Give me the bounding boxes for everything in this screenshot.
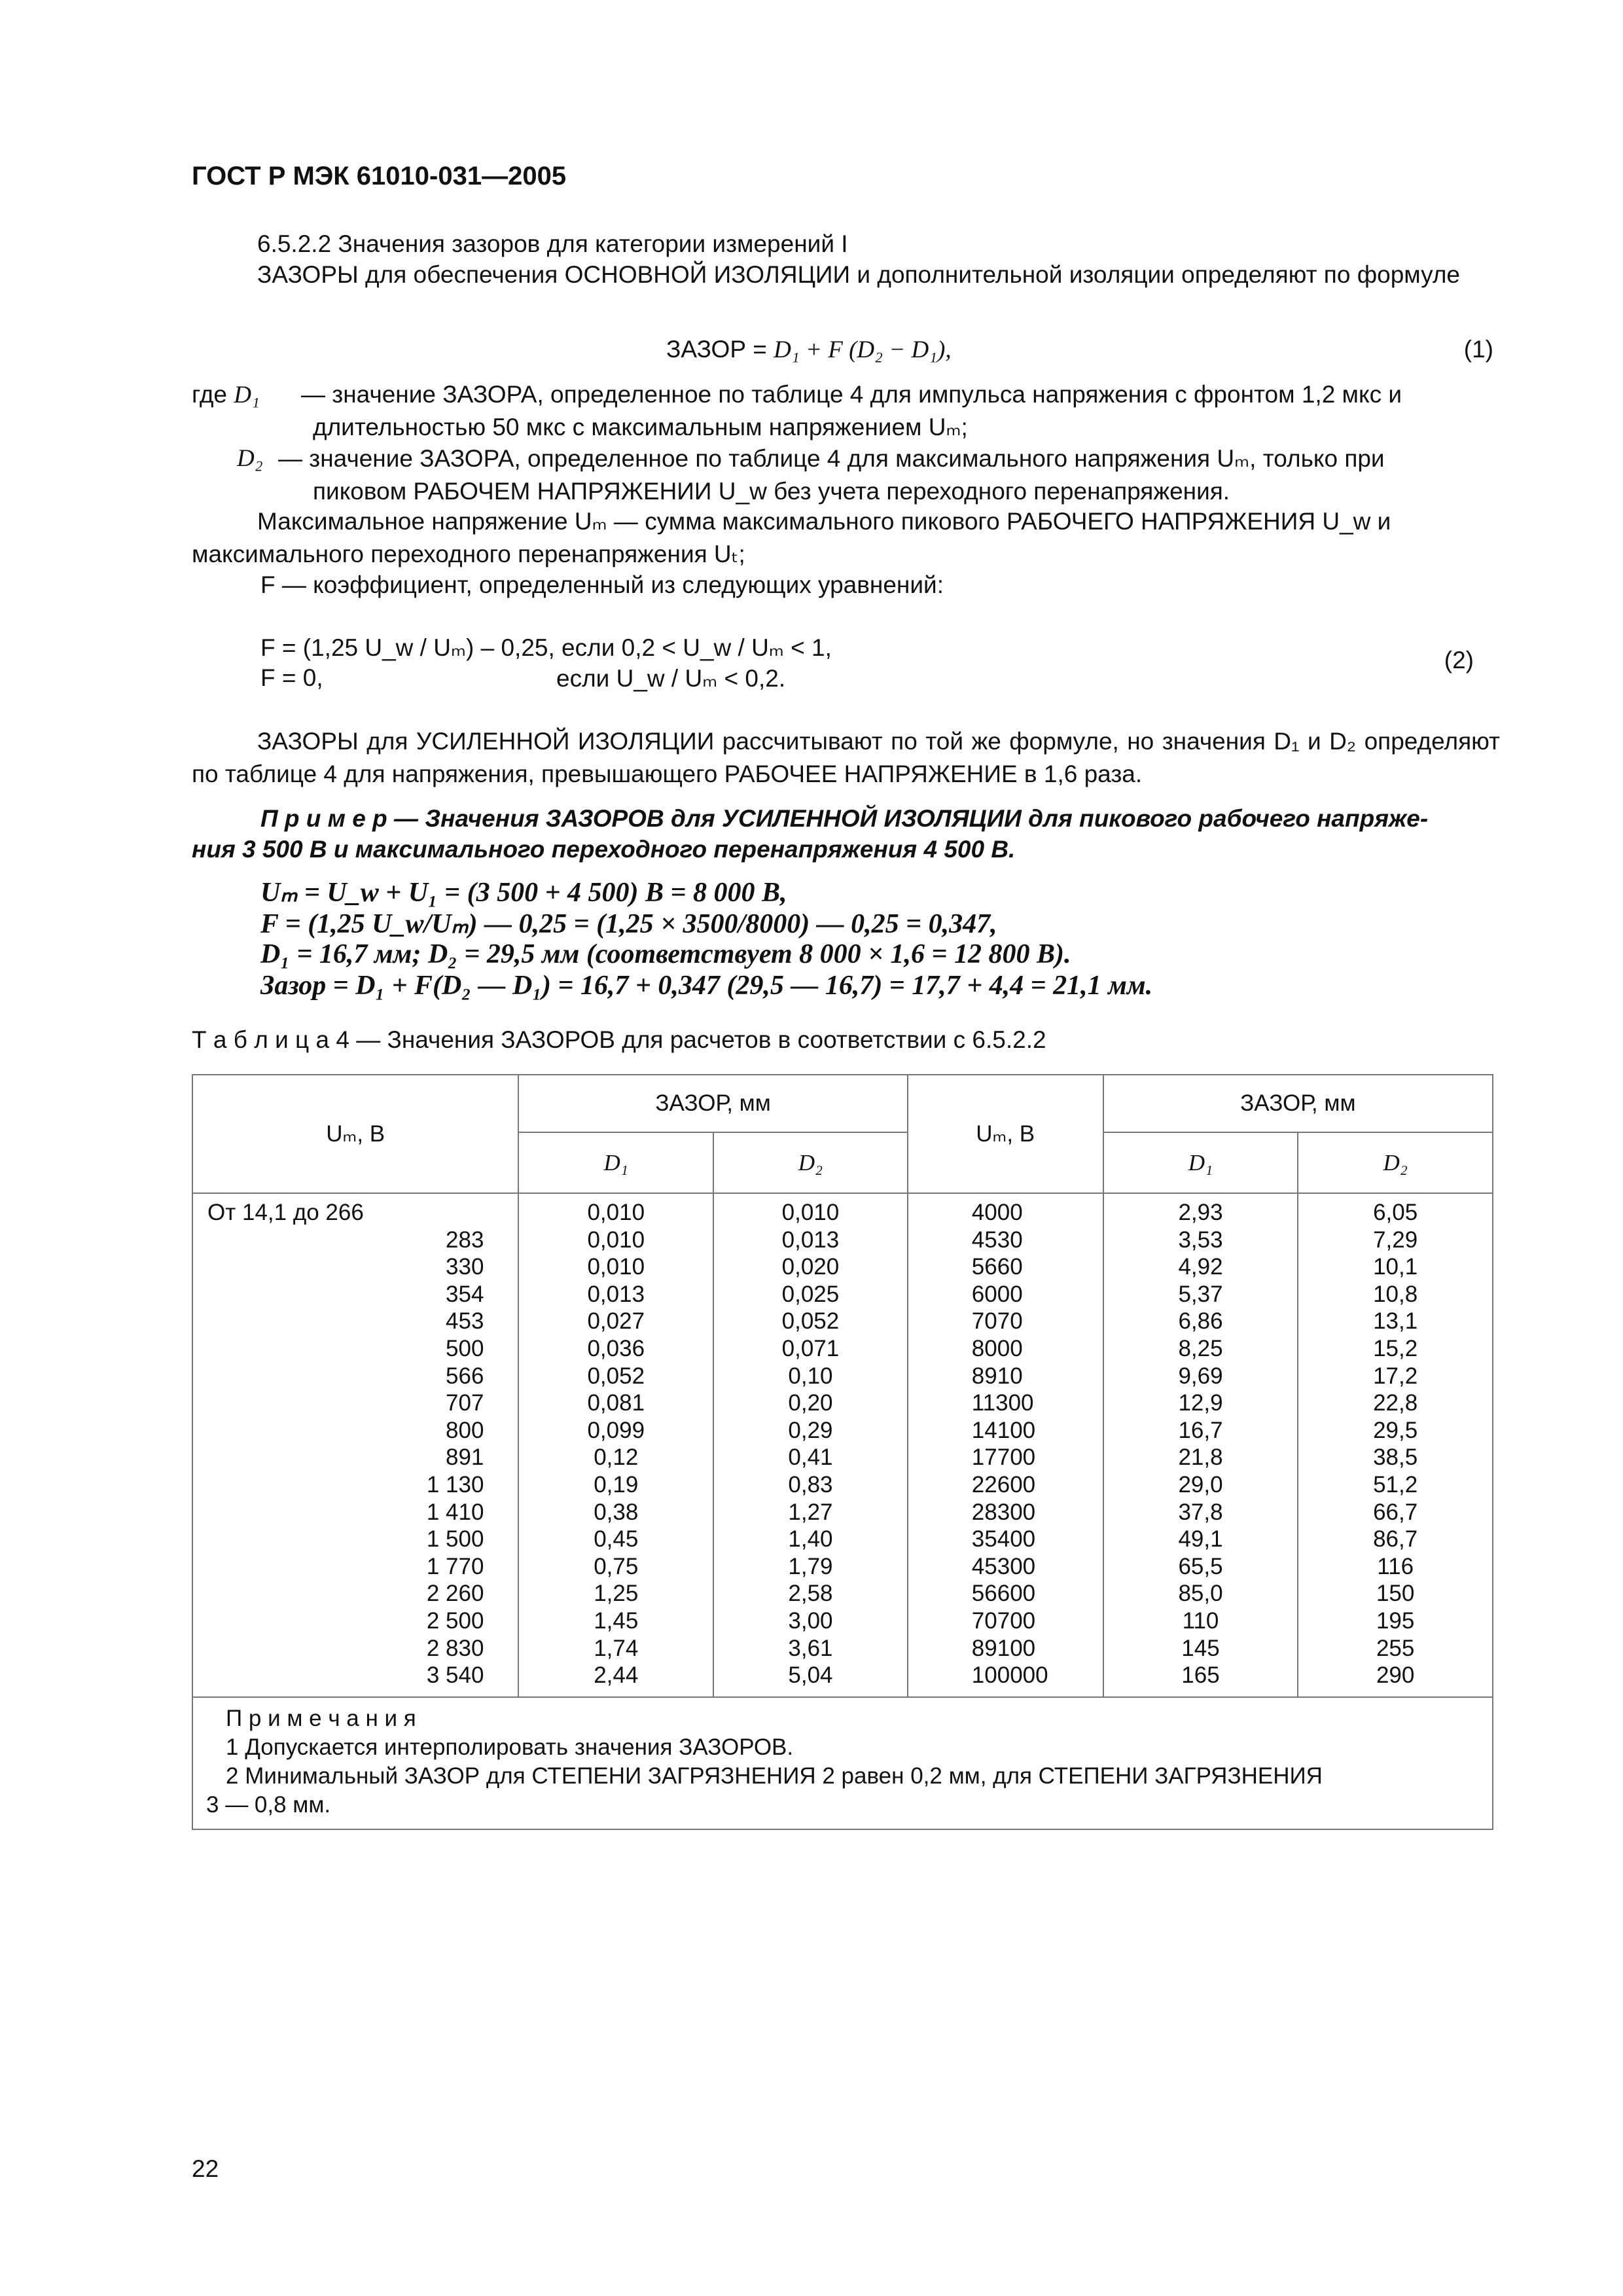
calc-line3: D₁ = 16,7 мм; D₂ = 29,5 мм (соответствует 8 000 × 1,6 = 12 800 В). <box>260 939 1071 969</box>
table-cell: 4,92 <box>1178 1254 1223 1280</box>
document-header: ГОСТ Р МЭК 61010-031—2005 <box>192 162 567 190</box>
example-line1: П р и м е р — Значения ЗАЗОРОВ для УСИЛЕННОЙ ИЗОЛЯЦИИ для пикового рабочего напряже- <box>260 805 1429 832</box>
table-notes <box>192 1697 1493 1829</box>
notes-title: П р и м е ч а н и я <box>226 1706 416 1731</box>
table-cell: 1,79 <box>788 1553 833 1579</box>
table-cell: 0,027 <box>587 1308 645 1335</box>
d1-definition-line1: — значение ЗАЗОРА, определенное по таблице 4 для импульса напряжения с фронтом 1,2 мкс и <box>301 381 1402 408</box>
table-cell: 10,1 <box>1373 1254 1418 1280</box>
table-cell: 0,052 <box>781 1308 840 1335</box>
table-cell: 100000 <box>971 1662 1048 1689</box>
max-voltage-line2: максимального переходного перенапряжения Uₜ; <box>192 541 745 567</box>
table-cell: 35400 <box>971 1526 1036 1552</box>
table-cell: 9,69 <box>1178 1363 1223 1389</box>
d2-header-right: D₂ <box>1298 1132 1493 1193</box>
intro-paragraph: ЗАЗОРЫ для обеспечения ОСНОВНОЙ ИЗОЛЯЦИИ и дополнительной изоляции определяют по формуле <box>257 261 1461 288</box>
table-cell: 0,010 <box>781 1200 840 1225</box>
table-cell: 1 500 <box>426 1526 484 1552</box>
formula-1-lhs: ЗАЗОР = <box>666 336 774 363</box>
table-cell: 65,5 <box>1178 1553 1223 1579</box>
table-cell: 2,44 <box>594 1662 639 1689</box>
table-cell: 145 <box>1181 1635 1220 1661</box>
table-cell: 0,010 <box>587 1200 645 1225</box>
formula-1-rhs: D₁ + F (D₂ − D₁), <box>774 336 952 363</box>
table-cell: 8,25 <box>1178 1335 1223 1361</box>
table-cell: 0,29 <box>788 1417 833 1443</box>
table-cell: 13,1 <box>1373 1308 1418 1335</box>
d2-header-left: D₂ <box>713 1132 908 1193</box>
table-cell: 66,7 <box>1373 1499 1418 1525</box>
table-cell: 45300 <box>971 1553 1036 1579</box>
table-cell: 0,10 <box>788 1363 833 1389</box>
table-caption: Т а б л и ц а 4 — Значения ЗАЗОРОВ для расчетов в соответствии с 6.5.2.2 <box>192 1026 1046 1053</box>
table-cell: 70700 <box>971 1607 1036 1634</box>
table-cell: 5660 <box>971 1254 1023 1280</box>
note-2-line2: 3 — 0,8 мм. <box>206 1792 331 1818</box>
note-2-line1: 2 Минимальный ЗАЗОР для СТЕПЕНИ ЗАГРЯЗНЕНИЯ 2 равен 0,2 мм, для СТЕПЕНИ ЗАГРЯЗНЕНИЯ <box>226 1763 1323 1789</box>
reinforced-insulation-paragraph: ЗАЗОРЫ для УСИЛЕННОЙ ИЗОЛЯЦИИ рассчитывают по той же формуле, но значения D₁ и D₂ определяют по таблице 4 для напряжения, превышающего РАБОЧЕЕ НАПРЯЖЕНИЕ в 1,6 раза. <box>192 728 1500 787</box>
table-cell: 110 <box>1182 1607 1219 1634</box>
table-cell: 4530 <box>971 1227 1023 1253</box>
table-cell: 7,29 <box>1373 1227 1418 1253</box>
right-d1-column <box>1103 1193 1298 1697</box>
table-cell: 38,5 <box>1373 1444 1418 1471</box>
formula-2-line1: F = (1,25 U_w / Uₘ) – 0,25, если 0,2 < U_w / Uₘ < 1, <box>260 634 832 661</box>
table-cell: 29,5 <box>1373 1417 1418 1443</box>
gap-header-left: ЗАЗОР, мм <box>518 1075 907 1132</box>
table-cell: 22,8 <box>1373 1390 1418 1416</box>
table-cell: 2 830 <box>426 1635 484 1661</box>
table-cell: 116 <box>1377 1553 1414 1579</box>
table-cell: 10,8 <box>1373 1281 1418 1307</box>
table-cell: 0,12 <box>594 1444 639 1471</box>
formula-2-line2a: F = 0, <box>260 664 323 691</box>
right-um-column <box>908 1193 1103 1697</box>
table-cell: 21,8 <box>1178 1444 1223 1471</box>
table-cell: 0,013 <box>587 1281 645 1307</box>
table-cell: 17,2 <box>1373 1363 1418 1389</box>
table-cell: 165 <box>1181 1662 1220 1689</box>
um-header-left: Uₘ, В <box>192 1075 518 1193</box>
table-cell: 17700 <box>971 1444 1036 1471</box>
table-cell: 0,010 <box>587 1254 645 1280</box>
d1-header-left: D₁ <box>518 1132 713 1193</box>
table-cell: 5,04 <box>788 1662 833 1689</box>
d2-definition-line2: пиковом РАБОЧЕМ НАПРЯЖЕНИИ U_w без учета переходного перенапряжения. <box>313 478 1230 505</box>
table-cell: 0,83 <box>788 1471 833 1498</box>
table-cell: 0,010 <box>587 1227 645 1253</box>
table-cell: 0,013 <box>781 1227 840 1253</box>
page-number: 22 <box>192 2155 219 2182</box>
table-cell: 453 <box>446 1308 484 1335</box>
table-cell: 2 260 <box>426 1581 484 1607</box>
table-cell: 8000 <box>971 1335 1023 1361</box>
table-cell: 1 770 <box>426 1553 484 1579</box>
table-cell: 6,05 <box>1373 1200 1418 1225</box>
table-cell: 28300 <box>971 1499 1036 1525</box>
table-cell: 3,61 <box>788 1635 833 1661</box>
formula-2-number: (2) <box>1444 647 1474 673</box>
table-cell: 11300 <box>971 1390 1034 1416</box>
table-cell: 0,20 <box>788 1390 833 1416</box>
table-cell: 283 <box>446 1227 484 1253</box>
table-cell: 354 <box>446 1281 484 1307</box>
table-cell: 0,020 <box>781 1254 840 1280</box>
table-cell: 51,2 <box>1373 1471 1418 1498</box>
max-voltage-line1: Максимальное напряжение Uₘ — сумма максимального пикового РАБОЧЕГО НАПРЯЖЕНИЯ U_w и <box>257 508 1391 535</box>
table-cell: 0,19 <box>594 1471 639 1498</box>
table-cell: 8910 <box>971 1363 1023 1389</box>
table-cell: 566 <box>446 1363 484 1389</box>
d1-symbol: D₁ <box>234 382 260 408</box>
d2-symbol: D₂ <box>237 445 263 472</box>
table-cell: 2,58 <box>788 1581 833 1607</box>
table-cell: 85,0 <box>1178 1581 1223 1607</box>
gap-header-right: ЗАЗОР, мм <box>1103 1075 1493 1132</box>
formula-2-line2b: если U_w / Uₘ < 0,2. <box>556 665 786 692</box>
table-cell: 12,9 <box>1178 1390 1223 1416</box>
table-cell: 255 <box>1376 1635 1415 1661</box>
table-cell: 0,052 <box>587 1363 645 1389</box>
table-cell: 49,1 <box>1178 1526 1223 1552</box>
table-cell: 0,025 <box>781 1281 840 1307</box>
table-cell: 22600 <box>971 1471 1036 1498</box>
table-cell: 5,37 <box>1178 1281 1223 1307</box>
table-cell: 707 <box>446 1390 484 1416</box>
table-cell: 800 <box>446 1417 484 1443</box>
table-cell: 56600 <box>971 1581 1036 1607</box>
table-cell: 1 130 <box>426 1471 484 1498</box>
f-definition: F — коэффициент, определенный из следующих уравнений: <box>260 571 944 598</box>
table-cell: 891 <box>446 1444 484 1471</box>
calc-line4: Зазор = D₁ + F(D₂ — D₁) = 16,7 + 0,347 (29,5 — 16,7) = 17,7 + 4,4 = 21,1 мм. <box>260 971 1153 1001</box>
table-cell: 4000 <box>971 1200 1023 1225</box>
d1-definition-line2: длительностью 50 мкс с максимальным напряжением Uₘ; <box>313 414 968 440</box>
calc-line1: Uₘ = U_w + U₁ = (3 500 + 4 500) В = 8 000 В, <box>260 878 787 908</box>
table-cell: 29,0 <box>1178 1471 1223 1498</box>
table-cell: 330 <box>446 1254 484 1280</box>
table-cell: 1,45 <box>594 1607 639 1634</box>
calc-line2: F = (1,25 U_w/Uₘ) — 0,25 = (1,25 × 3500/8000) — 0,25 = 0,347, <box>260 909 997 939</box>
clearance-table <box>192 1074 1493 1830</box>
table-cell: 2 500 <box>426 1607 484 1634</box>
left-d1-column <box>518 1193 713 1697</box>
table-cell: 6000 <box>971 1281 1023 1307</box>
table-cell: 150 <box>1376 1581 1415 1607</box>
table-cell: 6,86 <box>1178 1308 1223 1335</box>
table-cell: 0,75 <box>594 1553 639 1579</box>
definition-where: где <box>192 381 228 408</box>
table-cell: 15,2 <box>1373 1335 1418 1361</box>
table-cell: 0,071 <box>781 1335 840 1361</box>
table-cell: 2,93 <box>1178 1200 1223 1225</box>
table-cell: 1 410 <box>426 1499 484 1525</box>
section-heading: 6.5.2.2 Значения зазоров для категории измерений I <box>257 230 848 257</box>
table-cell: 1,25 <box>594 1581 639 1607</box>
formula-1 <box>666 336 952 364</box>
example-line2: ния 3 500 В и максимального переходного перенапряжения 4 500 В. <box>192 836 1016 863</box>
d1-header-right: D₁ <box>1103 1132 1298 1193</box>
table-cell: 3,53 <box>1178 1227 1223 1253</box>
d2-definition-line1: — значение ЗАЗОРА, определенное по таблице 4 для максимального напряжения Uₘ, только при <box>278 445 1385 472</box>
table-cell: От 14,1 до 266 <box>207 1200 364 1225</box>
table-cell: 7070 <box>971 1308 1023 1335</box>
note-1: 1 Допускается интерполировать значения ЗАЗОРОВ. <box>226 1734 794 1760</box>
table-cell: 0,036 <box>587 1335 645 1361</box>
table-cell: 1,27 <box>788 1499 833 1525</box>
table-cell: 89100 <box>971 1635 1036 1661</box>
table-cell: 0,081 <box>587 1390 645 1416</box>
um-header-right: Uₘ, В <box>908 1075 1103 1193</box>
table-cell: 1,74 <box>594 1635 639 1661</box>
table-cell: 3,00 <box>788 1607 833 1634</box>
table-cell: 37,8 <box>1178 1499 1223 1525</box>
table-cell: 290 <box>1376 1662 1415 1689</box>
table-cell: 0,41 <box>788 1444 833 1471</box>
table-cell: 0,099 <box>587 1417 645 1443</box>
table-cell: 0,45 <box>594 1526 639 1552</box>
table-cell: 500 <box>446 1335 484 1361</box>
table-cell: 14100 <box>971 1417 1036 1443</box>
right-d2-column <box>1298 1193 1493 1697</box>
table-cell: 0,38 <box>594 1499 639 1525</box>
table-cell: 3 540 <box>426 1662 484 1689</box>
table-cell: 1,40 <box>788 1526 833 1552</box>
formula-1-number: (1) <box>1463 336 1493 363</box>
left-d2-column <box>713 1193 908 1697</box>
left-um-column <box>192 1193 518 1697</box>
table-cell: 86,7 <box>1373 1526 1418 1552</box>
table-cell: 195 <box>1376 1607 1415 1634</box>
table-cell: 16,7 <box>1178 1417 1223 1443</box>
